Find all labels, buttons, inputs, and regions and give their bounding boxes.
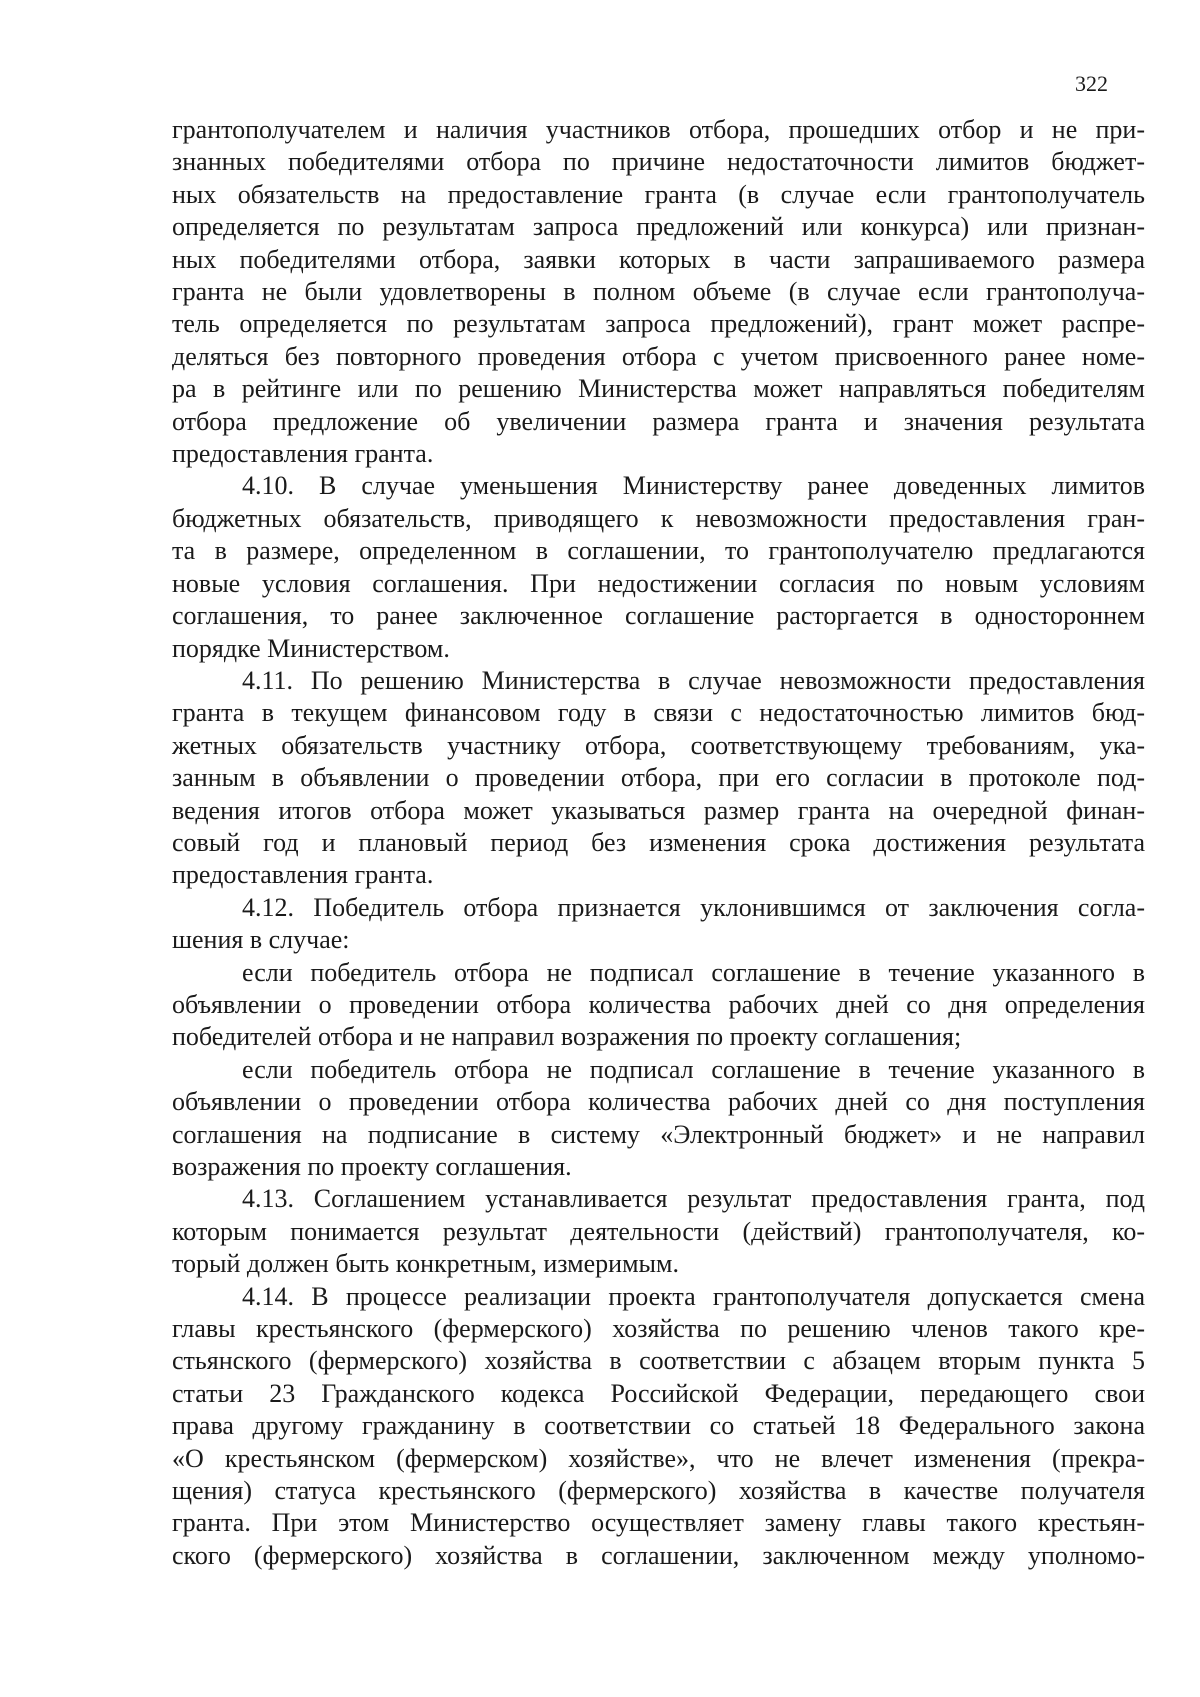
- text-line: «О крестьянском (фермерском) хозяйстве», что не влечет изменения (прекра-: [172, 1443, 1145, 1473]
- body-text: [172, 114, 1145, 1572]
- text-line: тель определяется по результатам запроса предложений), грант может распре-: [172, 309, 1145, 339]
- text-line: предоставления гранта.: [172, 860, 434, 890]
- text-line: права другому гражданину в соответствии со статьей 18 Федерального закона: [172, 1411, 1145, 1441]
- text-line: ных обязательств на предоставление гранта (в случае если грантополучатель: [172, 179, 1145, 209]
- text-line: та в размере, определенном в соглашении, то грантополучателю предлагаются: [172, 536, 1145, 566]
- text-line: жетных обязательств участнику отбора, соответствующему требованиям, ука-: [172, 730, 1145, 760]
- text-line: соглашения на подписание в систему «Электронный бюджет» и не направил: [172, 1119, 1145, 1149]
- text-line: победителей отбора и не направил возражения по проекту соглашения;: [172, 1022, 962, 1052]
- text-line: соглашения, то ранее заключенное соглашение расторгается в одностороннем: [172, 601, 1145, 631]
- text-line: если победитель отбора не подписал соглашение в течение указанного в: [242, 1054, 1145, 1084]
- text-line: ведения итогов отбора может указываться размер гранта на очередной финан-: [172, 795, 1145, 825]
- text-line: гранта. При этом Министерство осуществляет замену главы такого крестьян-: [172, 1508, 1145, 1538]
- paragraph-p-4-12: [172, 892, 1145, 957]
- text-line: ского (фермерского) хозяйства в соглашении, заключенном между уполномо-: [172, 1540, 1145, 1570]
- text-line: 4.14. В процессе реализации проекта грантополучателя допускается смена: [242, 1281, 1145, 1311]
- text-line: стьянского (фермерского) хозяйства в соответствии с абзацем вторым пункта 5: [172, 1346, 1145, 1376]
- text-line: объявлении о проведении отбора количества рабочих дней со дня поступления: [172, 1087, 1145, 1117]
- text-line: отбора предложение об увеличении размера гранта и значения результата: [172, 406, 1145, 436]
- text-line: бюджетных обязательств, приводящего к невозможности предоставления гран-: [172, 503, 1145, 533]
- paragraph-p-4-10: [172, 470, 1145, 664]
- text-line: статьи 23 Гражданского кодекса Российской Федерации, передающего свои: [172, 1378, 1145, 1408]
- paragraph-continuation: [172, 114, 1145, 470]
- text-line: гранта в текущем финансовом году в связи с недостаточностью лимитов бюд-: [172, 698, 1145, 728]
- text-line: торый должен быть конкретным, измеримым.: [172, 1249, 679, 1279]
- text-line: щения) статуса крестьянского (фермерского) хозяйства в качестве получателя: [172, 1476, 1145, 1506]
- text-line: деляться без повторного проведения отбора с учетом присвоенного ранее номе-: [172, 341, 1145, 371]
- text-line: 4.12. Победитель отбора признается уклонившимся от заключения согла-: [242, 892, 1145, 922]
- text-line: 4.11. По решению Министерства в случае невозможности предоставления: [242, 665, 1145, 695]
- page-number: 322: [1075, 71, 1108, 96]
- text-line: шения в случае:: [172, 925, 350, 955]
- paragraph-p-4-12-a: [172, 957, 1145, 1054]
- text-line: предоставления гранта.: [172, 439, 434, 469]
- text-line: главы крестьянского (фермерского) хозяйства по решению членов такого кре-: [172, 1314, 1145, 1344]
- text-line: 4.13. Соглашением устанавливается результат предоставления гранта, под: [242, 1184, 1145, 1214]
- text-line: ра в рейтинге или по решению Министерства может направляться победителям: [172, 374, 1145, 404]
- text-line: возражения по проекту соглашения.: [172, 1152, 572, 1181]
- paragraph-p-4-14: [172, 1281, 1145, 1573]
- text-line: новые условия соглашения. При недостижении согласия по новым условиям: [172, 568, 1145, 598]
- text-line: объявлении о проведении отбора количества рабочих дней со дня определения: [172, 989, 1145, 1019]
- text-line: если победитель отбора не подписал соглашение в течение указанного в: [242, 957, 1145, 987]
- text-line: знанных победителями отбора по причине недостаточности лимитов бюджет-: [172, 147, 1145, 177]
- text-line: которым понимается результат деятельности (действий) грантополучателя, ко-: [172, 1216, 1145, 1246]
- text-line: грантополучателем и наличия участников отбора, прошедших отбор и не при-: [172, 115, 1145, 144]
- paragraph-p-4-13: [172, 1183, 1145, 1280]
- text-line: занным в объявлении о проведении отбора, при его согласии в протоколе под-: [172, 763, 1145, 793]
- text-line: ных победителями отбора, заявки которых в части запрашиваемого размера: [172, 244, 1145, 274]
- text-line: совый год и плановый период без изменения срока достижения результата: [172, 827, 1145, 857]
- paragraph-p-4-11: [172, 665, 1145, 892]
- text-line: гранта не были удовлетворены в полном объеме (в случае если грантополуча-: [172, 277, 1145, 307]
- paragraph-p-4-12-b: [172, 1054, 1145, 1184]
- text-line: порядке Министерством.: [172, 633, 450, 663]
- text-line: определяется по результатам запроса предложений или конкурса) или признан-: [172, 212, 1145, 242]
- text-line: 4.10. В случае уменьшения Министерству ранее доведенных лимитов: [242, 471, 1145, 501]
